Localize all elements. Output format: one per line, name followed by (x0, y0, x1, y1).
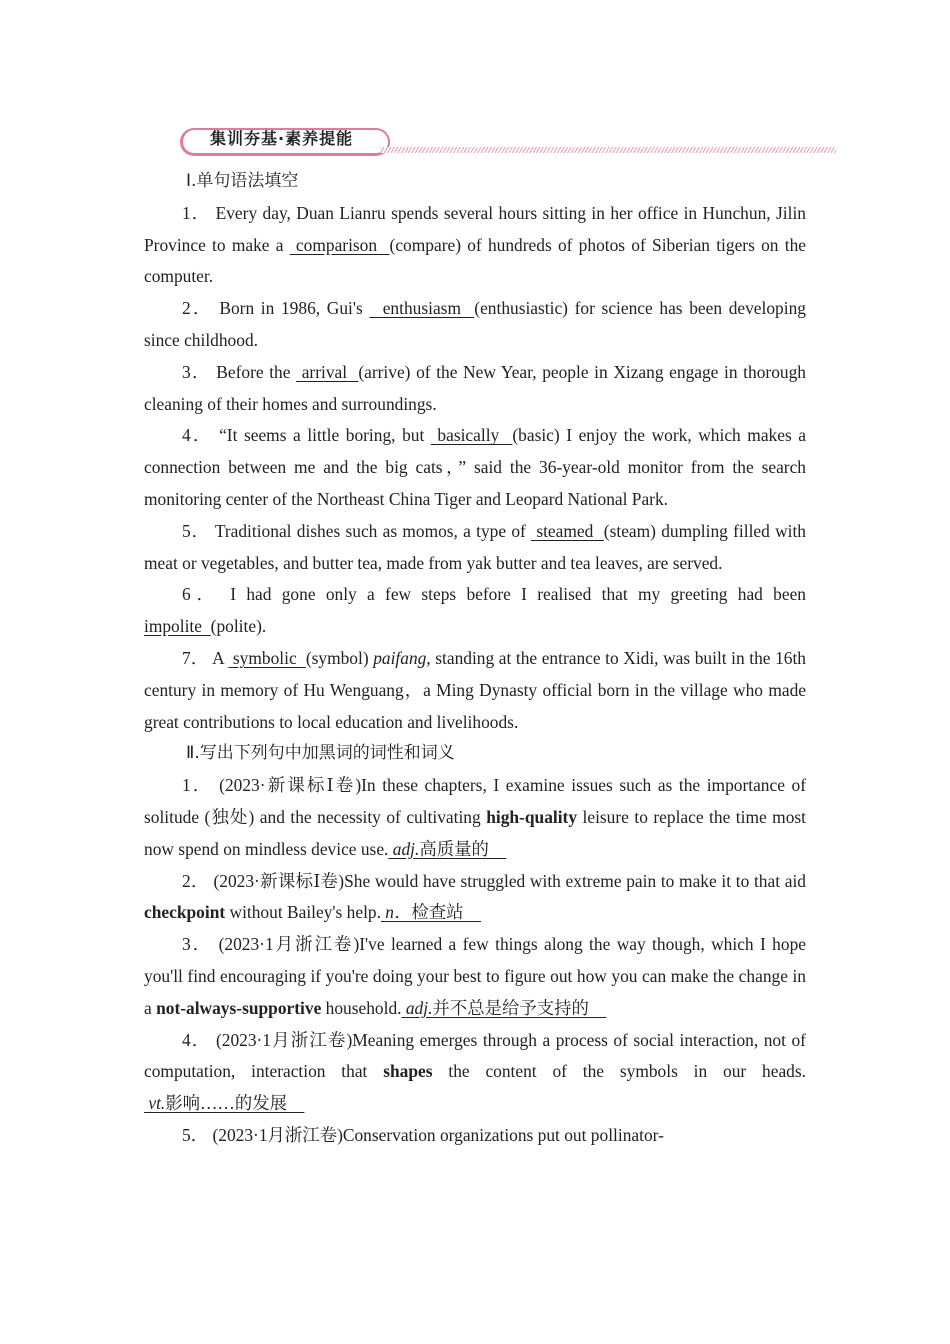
key-word: high-quality (486, 806, 578, 827)
banner-hatch-decoration (380, 147, 836, 153)
answer-blank: steamed (531, 520, 604, 541)
s1-item-2: 2． Born in 1986, Gui's enthusiasm (enthusiastic) for science has been developing since childhood. (144, 298, 806, 350)
section1-heading: Ⅰ.单句语法填空 (186, 171, 299, 191)
s2-item-5: 5． (2023·1月浙江卷)Conservation organizations put out pollinator- (182, 1124, 664, 1145)
s1-item-4: 4． “It seems a little boring, but basically (basic) I enjoy the work, which makes a connection between me and the big cats，” said the 36-year-old monitor from the search monitoring center of the Northeast China Tiger and Leopard National Park. (144, 425, 806, 509)
banner-title: 集训夯基·素养提能 (210, 129, 354, 148)
answer-blank: symbolic (228, 647, 306, 668)
s1-item-1: 1． Every day, Duan Lianru spends several hours sitting in her office in Hunchun, Jilin Province to make a comparison (compare) of hundreds of photos of Siberian tigers on the computer. (144, 202, 806, 287)
s1-item-5: 5． Traditional dishes such as momos, a type of steamed (steam) dumpling filled with meat or vegetables, and butter tea, made from yak butter and tea leaves, are served. (144, 520, 806, 573)
s2-item-1: 1． (2023·新课标Ⅰ卷)In these chapters, I examine issues such as the importance of solitude (独处) and the necessity of cultivating high-quality leisure to replace the time most now spend on mindless device use. adj.高质量的 (144, 775, 807, 859)
s1-item-7: 7． A symbolic (symbol) paifang, standing at the entrance to Xidi, was built in the 16th century in memory of Hu Wenguang，a Ming Dynasty official born in the village who made great contributions to local education and livelihoods. (144, 647, 807, 732)
answer-blank: arrival (296, 361, 359, 382)
answer-blank: adj.高质量的 (388, 838, 507, 859)
s1-item-3: 3． Before the arrival (arrive) of the New Year, people in Xizang engage in thorough cleaning of their homes and surroundings. (144, 361, 806, 414)
s2-item-3: 3． (2023·1月浙江卷)I've learned a few things along the way though, which I hope you'll find encouraging if you're doing your best to figure out how you can make the change in a not-always-supportive household. adj.并不总是给予支持的 (144, 934, 806, 1018)
key-word: shapes (383, 1061, 433, 1082)
answer-blank: enthusiasm (369, 298, 475, 319)
s2-item-4: 4． (2023·1月浙江卷)Meaning emerges through a process of social interaction, not of computation, interaction that shapes the content of the symbols in our heads. vt.影响……的发展 (144, 1029, 806, 1114)
key-word: checkpoint (144, 902, 226, 923)
answer-blank: impolite (144, 616, 211, 637)
answer-blank: comparison (289, 234, 390, 255)
section-banner (180, 124, 836, 160)
s1-item-6: 6． I had gone only a few steps before I realised that my greeting had been impolite (polite). (144, 584, 806, 637)
key-word: not-always-supportive (156, 997, 322, 1018)
exercise-content (144, 166, 806, 1152)
section2-heading: Ⅱ.写出下列句中加黑词的词性和词义 (186, 743, 455, 764)
answer-blank: basically (430, 425, 513, 446)
answer-blank: adj.并不总是给予支持的 (401, 997, 607, 1018)
s2-item-2: 2． (2023·新课标Ⅰ卷)She would have struggled with extreme pain to make it to that aid checkpoint without Bailey's help. n．检查站 (144, 870, 806, 923)
answer-blank: n．检查站 (380, 902, 481, 923)
answer-blank: vt.影响……的发展 (144, 1093, 305, 1114)
